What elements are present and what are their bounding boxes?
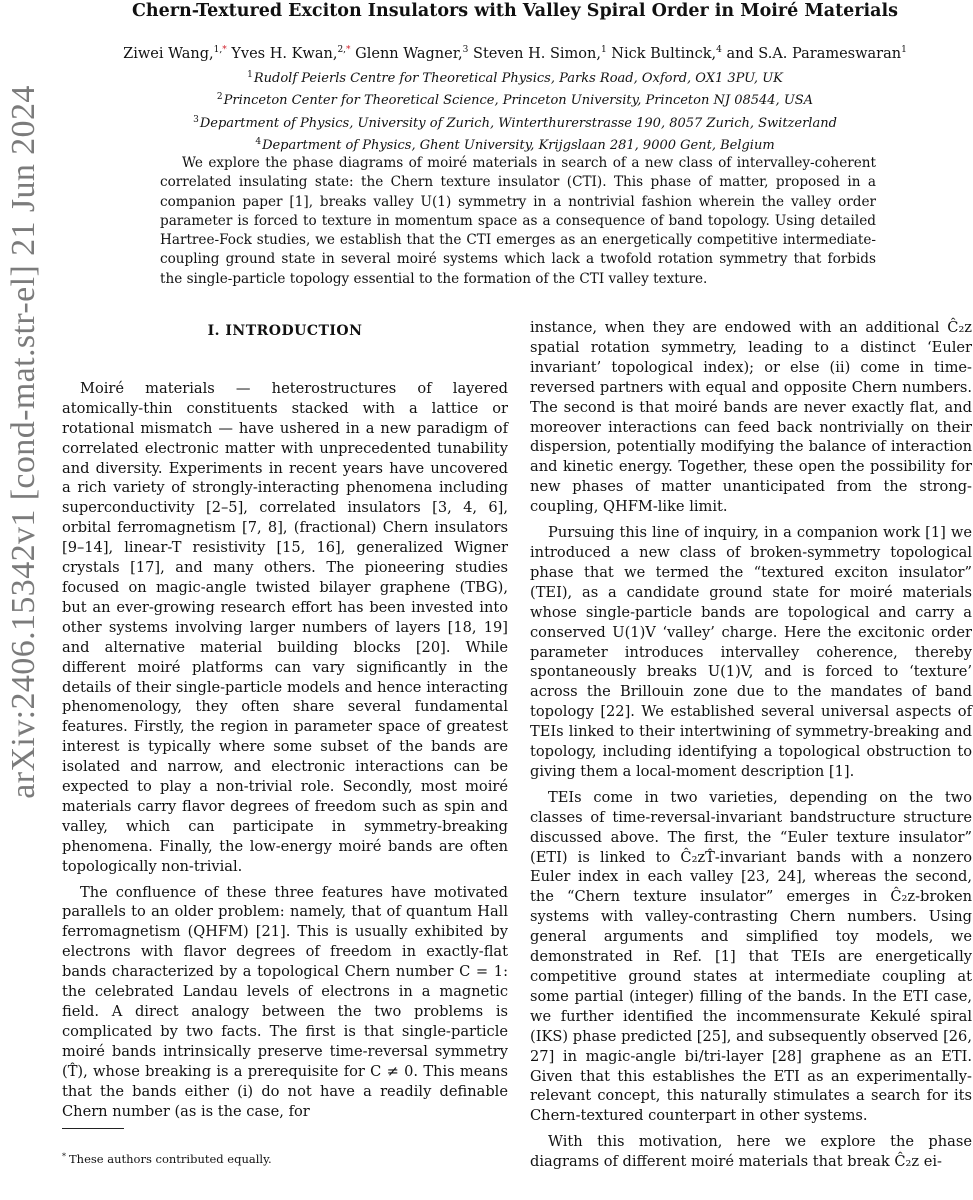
affiliation-text: Rudolf Peierls Centre for Theoretical Physics, Parks Road, Oxford, OX1 3PU, UK bbox=[253, 71, 783, 86]
body-paragraph: Pursuing this line of inquiry, in a companion work [1] we introduced a new class of broken-symmetry topological phase that we termed the “textured exciton insulator” (TEI), as a candidate ground state for moiré materials whose single-particle bands are topological and carry a conserved U(1)V ‘valley’ charge. Here the excitonic order parameter introduces intervalley coherence, thereby spontaneously breaks U(1)V, and is forced to ‘texture’ across the Brillouin zone due to the mandates of band topology [22]. We established several universal aspects of TEIs linked to their intertwining of symmetry-breaking and topology, including identifying a topological obstruction to giving them a local-moment description [1]. bbox=[530, 524, 972, 780]
section-heading: I. INTRODUCTION bbox=[207, 323, 363, 339]
author-name: Ziwei Wang, bbox=[123, 46, 214, 62]
paper-title: Chern-Textured Exciton Insulators with Valley Spiral Order in Moiré Materials bbox=[131, 1, 899, 21]
author-name: Glenn Wagner, bbox=[355, 46, 463, 62]
author-name: Nick Bultinck, bbox=[611, 46, 717, 62]
footnote-rule bbox=[62, 1128, 124, 1129]
affiliation-number: 2 bbox=[216, 92, 223, 103]
author-name: and S.A. Parameswaran bbox=[726, 46, 902, 62]
body-paragraph: instance, when they are endowed with an additional Ĉ₂z spatial rotation symmetry, leading to a distinct ‘Euler invariant’ topological index); or else (ii) come in time-reversed partners with equal and opposite Chern numbers. The second is that moiré bands are never exactly flat, and moreover interactions can feed back nontrivially on their dispersion, potentially modifying the balance of interaction and kinetic energy. Together, these open the possibility for new phases of matter unanticipated from the strong-coupling, QHFM-like limit. bbox=[530, 319, 972, 516]
right-column bbox=[530, 318, 972, 1178]
author-affil-mark: 2,* bbox=[337, 45, 351, 55]
author-affil-mark: 1 bbox=[600, 45, 607, 55]
author-name: Yves H. Kwan, bbox=[231, 46, 338, 62]
left-column bbox=[62, 318, 508, 1127]
footnote-text: These authors contributed equally. bbox=[69, 1152, 272, 1166]
affiliation-list bbox=[70, 66, 960, 155]
affiliation-number: 3 bbox=[193, 114, 199, 125]
body-paragraph: Moiré materials — heterostructures of layered atomically-thin constituents stacked with a lattice or rotational mismatch — have ushered in a new paradigm of correlated electronic matter with unprecedented tunability and diversity. Experiments in recent years have uncovered a rich variety of strongly-interacting phenomena including superconductivity [2–5], correlated insulators [3, 4, 6], orbital ferromagnetism [7, 8], (fractional) Chern insulators [9–14], linear-T resistivity [15, 16], generalized Wigner crystals [17], and many others. The pioneering studies focused on magic-angle twisted bilayer graphene (TBG), but an ever-growing research effort has been invested into other systems involving larger numbers of layers [18, 19] and alternative material building blocks [20]. While different moiré platforms can vary significantly in the details of their single-particle models and hence interacting phenomenology, they often share several fundamental features. Firstly, the region in parameter space of greatest interest is typically where some subset of the bands are isolated and narrow, and electronic interactions can be expected to play a non-trivial role. Secondly, most moiré materials carry flavor degrees of freedom such as spin and valley, which can participate in symmetry-breaking phenomena. Finally, the low-energy moiré bands are often topologically non-trivial. bbox=[62, 379, 508, 875]
footnote bbox=[62, 1150, 502, 1166]
affiliation-number: 1 bbox=[247, 70, 253, 80]
affiliation-number: 4 bbox=[255, 136, 262, 147]
affiliation bbox=[70, 111, 960, 133]
affiliation bbox=[70, 133, 960, 155]
body-paragraph: TEIs come in two varieties, depending on the two classes of time-reversal-invariant bandstructure structure discussed above. The first, the “Euler texture insulator” (ETI) is linked to Ĉ₂zT̂-invariant bands with a nonzero Euler index in each valley [23, 24], whereas the second, the “Chern texture insulator” emerges in Ĉ₂z-broken systems with valley-contrasting Chern numbers. Using general arguments and simplified toy models, we demonstrated in Ref. [1] that TEIs are energetically competitive ground states at intermediate coupling at some partial (integer) filling of the bands. In the ETI case, we further identified the incommensurate Kekulé spiral (IKS) phase predicted [25], and subsequently observed [26, 27] in magic-angle bi/tri-layer [28] graphene as an ETI. Given that this establishes the ETI as an experimentally-relevant concept, this naturally stimulates a search for its Chern-textured counterpart in other systems. bbox=[530, 788, 972, 1125]
body-paragraph: The confluence of these three features have motivated parallels to an older problem: namely, that of quantum Hall ferromagnetism (QHFM) [21]. This is usually exhibited by electrons with flavor degrees of freedom in exactly-flat bands characterized by a topological Chern number C = 1: the celebrated Landau levels of electrons in a magnetic field. A direct analogy between the two problems is complicated by two facts. The first is that single-particle moiré bands intrinsically preserve time-reversal symmetry (T̂), whose breaking is a prerequisite for C ≠ 0. This means that the bands either (i) do not have a readily definable Chern number (as is the case, for bbox=[62, 883, 508, 1120]
affiliation bbox=[70, 66, 960, 88]
arxiv-stamp: arXiv:2406.15342v1 [cond-mat.str-el] 21 Jun 2024 bbox=[5, 85, 42, 799]
footnote-mark: * bbox=[62, 1152, 66, 1161]
author-affil-mark: 1,* bbox=[213, 45, 227, 55]
author-name: Steven H. Simon, bbox=[473, 46, 601, 62]
affiliation-text: Princeton Center for Theoretical Science, Princeton University, Princeton NJ 08544, USA bbox=[223, 93, 814, 109]
affiliation-text: Department of Physics, University of Zurich, Winterthurerstrasse 190, 8057 Zurich, Switzerland bbox=[199, 115, 837, 131]
author-affil-mark: 4 bbox=[716, 45, 722, 55]
author-affil-mark: 3 bbox=[462, 45, 469, 55]
affiliation-text: Department of Physics, Ghent University, Krijgslaan 281, 9000 Gent, Belgium bbox=[262, 137, 775, 153]
author-affil-mark: 1 bbox=[901, 45, 907, 55]
body-paragraph: With this motivation, here we explore the phase diagrams of different moiré materials that break Ĉ₂z ei- bbox=[530, 1133, 972, 1171]
author-list bbox=[70, 40, 960, 64]
affiliation bbox=[70, 88, 960, 110]
abstract: We explore the phase diagrams of moiré materials in search of a new class of intervalley-coherent correlated insulating state: the Chern texture insulator (CTI). This phase of matter, proposed in a companion paper [1], breaks valley U(1) symmetry in a nontrivial fashion wherein the valley order parameter is forced to texture in momentum space as a consequence of band topology. Using detailed Hartree-Fock studies, we establish that the CTI emerges as an energetically competitive intermediate-coupling ground state in several moiré systems which lack a twofold rotation symmetry that forbids the single-particle topology essential to the formation of the CTI valley texture. bbox=[160, 155, 876, 287]
